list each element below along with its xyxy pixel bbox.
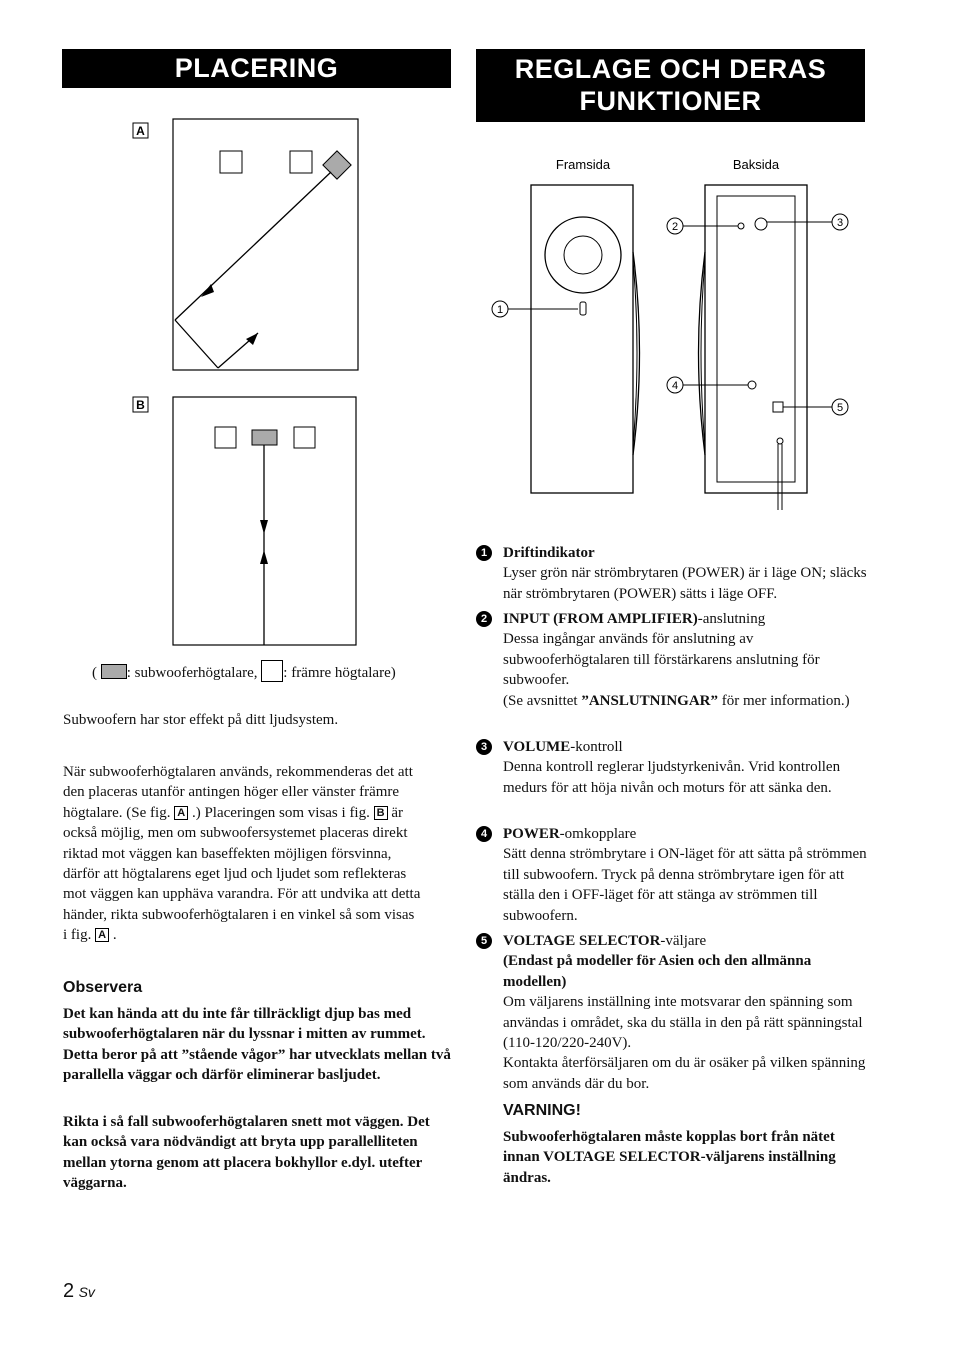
figure-a-label: A xyxy=(136,124,145,138)
intro-text: Subwoofern har stor effekt på ditt ljudsystem. xyxy=(63,712,339,728)
legend-front-swatch xyxy=(261,660,283,682)
item-1: 1 Driftindikator Lyser grön när strömbrytaren (POWER) är i läge ON; släcks när strömbrytaren (POWER) sätts i läge OFF. xyxy=(476,543,876,604)
callout-2 xyxy=(667,218,683,234)
power-indicator xyxy=(580,302,586,315)
figure-a-room xyxy=(133,119,358,370)
page-number: 2 xyxy=(63,1280,75,1302)
svg-text:5: 5 xyxy=(836,402,844,414)
ref-fig-a: A xyxy=(174,806,188,820)
item-2: 2 INPUT (FROM AMPLIFIER)-anslutning Dessa ingångar används för anslutning av subwooferhögtalaren till förstärkarens anslutning för subwoofer. (Se avsnittet ”ANSLUTNINGAR” för mer information.) xyxy=(476,609,876,711)
view-front-label: Framsida xyxy=(555,157,611,172)
view-back-label: Baksida xyxy=(732,157,780,172)
front-speaker-right xyxy=(290,151,312,173)
voltage-selector xyxy=(773,402,783,412)
speaker-diagram xyxy=(504,157,832,510)
section-title-line2: FUNKTIONER xyxy=(579,86,762,116)
figure-legend: ( : subwooferhögtalare, : främre högtalare) xyxy=(92,660,396,683)
language-code: Sv xyxy=(78,1284,95,1300)
subwoofer-b xyxy=(252,430,277,445)
note-text-2: Rikta i så fall subwooferhögtalaren snett mot väggen. Det kan också vara nödvändigt att bryta upp parallelliteten mellan ytorna genom att placera bokhyllor e.dyl. utefter väggarna. xyxy=(63,1114,430,1192)
callout-1 xyxy=(492,301,508,317)
front-speaker-left xyxy=(220,151,242,173)
warning-text: Subwooferhögtalaren måste kopplas bort från nätet innan VOLTAGE SELECTOR-väljarens inställning ändras. xyxy=(503,1129,836,1186)
item-4: 4 POWER-omkopplare Sätt denna strömbrytare i ON-läget för att sätta på strömmen till subwoofern. Tryck på denna strömbrytare igen för att ställa den i OFF-läget för att stänga av strömmen till subwoofern. xyxy=(476,824,876,926)
legend-subwoofer-swatch xyxy=(101,664,127,679)
front-speaker-left-b xyxy=(215,427,236,448)
input-jack xyxy=(738,223,744,229)
svg-text:4: 4 xyxy=(671,380,679,392)
ref-fig-b: B xyxy=(374,806,388,820)
placement-paragraph: När subwooferhögtalaren används, rekommenderas det att den placeras utanför antingen höger eller vänster främre högtalare. (Se fig. A .) Placeringen som visas i fig. B är också möjlig, men om subwoofersystemet placeras direkt riktad mot väggen kan baseffekten möjligen försvinna, därför att högtalarens eget ljud och ljudet som reflekteras mot väggen kan upphäva varandra. För att undvika att detta händer, rikta subwooferhögtalaren i en vinkel så som visas i fig. A . xyxy=(63,764,421,944)
note-text-1: Det kan hända att du inte får tillräckligt djup bas med subwooferhögtalaren när du lyssnar i mitten av rummet. Detta beror på att ”stående vågor” har utvecklats mellan två parallella väggar och därför eliminerar basljudet. xyxy=(63,1006,451,1084)
callout-4 xyxy=(667,377,683,393)
section-title-line1: REGLAGE OCH DERAS xyxy=(514,54,827,84)
power-switch xyxy=(748,381,756,389)
svg-text:2: 2 xyxy=(671,221,679,233)
figure-b-label: B xyxy=(136,398,145,412)
page-footer xyxy=(63,1280,95,1303)
ref-fig-a-2: A xyxy=(95,928,109,942)
warning-title: VARNING! xyxy=(503,1102,581,1119)
volume-knob xyxy=(755,218,767,230)
callout-3 xyxy=(832,214,848,230)
note-title: Observera xyxy=(63,979,143,996)
section-title-placering: PLACERING xyxy=(62,49,451,88)
svg-text:1: 1 xyxy=(496,304,504,316)
item-5: 5 VOLTAGE SELECTOR-väljare (Endast på modeller för Asien och den allmänna modellen) Om väljarens inställning inte motsvarar den spänning som användas i området, ska du ställa in den på rätt spänningstal (110-120/220-240V). Kontakta återförsäljaren om du är osäker på vilken spänning som används där du bor. xyxy=(476,931,876,1094)
front-speaker-right-b xyxy=(294,427,315,448)
item-3: 3 VOLUME-kontroll Denna kontroll reglerar ljudstyrkenivån. Vrid kontrollen medurs för att höja nivån och moturs för att sänka den. xyxy=(476,737,876,798)
callout-5 xyxy=(832,399,848,415)
figure-b-room xyxy=(133,397,356,645)
svg-text:3: 3 xyxy=(836,217,844,229)
